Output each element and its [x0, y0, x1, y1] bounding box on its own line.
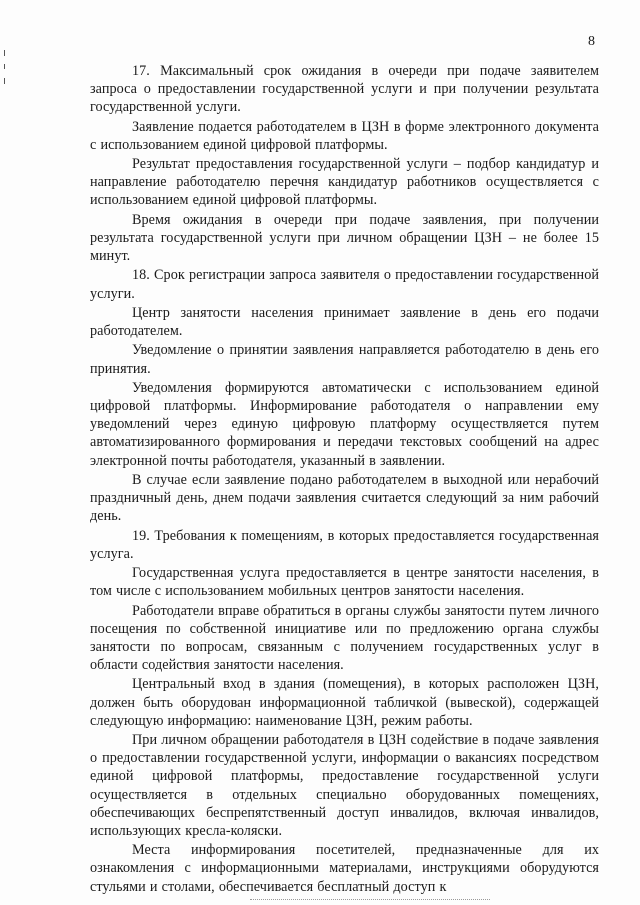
- paragraph-10: 19. Требования к помещениям, в которых предоставляется государственная услуга.: [90, 527, 599, 562]
- paragraph-9: В случае если заявление подано работодателем в выходной или нерабочий праздничный день, днем подачи заявления считается следующий за ним рабочий день.: [90, 471, 599, 525]
- scan-margin-marks: [2, 50, 10, 110]
- paragraph-11: Государственная услуга предоставляется в центре занятости населения, в том числе с использованием мобильных центров занятости населения.: [90, 565, 599, 600]
- paragraph-1: 17. Максимальный срок ожидания в очереди при подаче заявителем запроса о предоставлении государственной услуги и при получении результата государственной услуги.: [90, 63, 599, 116]
- paragraph-5: 18. Срок регистрации запроса заявителя о предоставлении государственной услуги.: [90, 267, 599, 302]
- document-body: [90, 62, 599, 896]
- paragraph-14: При личном обращении работодателя в ЦЗН содействие в подаче заявления о предоставлении государственной услуги, информации о вакансиях посредством единой цифровой платформы, предоставление государственной услуги осуществляется в отдельных специально оборудованных помещениях, обеспечивающих беспрепятственный доступ инвалидов, включая инвалидов, использующих кресла-коляски.: [90, 732, 599, 839]
- page-number: 8: [588, 34, 595, 49]
- paragraph-7: Уведомление о принятии заявления направляется работодателю в день его принятия.: [90, 342, 599, 377]
- scan-bottom-edge: [250, 899, 490, 901]
- paragraph-6: Центр занятости населения принимает заявление в день его подачи работодателем.: [90, 304, 599, 340]
- paragraph-4: Время ожидания в очереди при подаче заявления, при получении результата государственной услуги при личном обращении ЦЗН – не более 15 минут.: [90, 211, 599, 265]
- paragraph-12: Работодатели вправе обратиться в органы службы занятости путем личного посещения по собственной инициативе или по предложению органа службы занятости по вопросам, связанным с получением государственных услуг в области содействия занятости населения.: [90, 602, 599, 674]
- paragraph-2: Заявление подается работодателем в ЦЗН в форме электронного документа с использованием единой цифровой платформы.: [90, 118, 599, 153]
- paragraph-13: Центральный вход в здания (помещения), в которых расположен ЦЗН, должен быть оборудован информационной табличкой (вывеской), содержащей следующую информацию: наименование ЦЗН, режим работы.: [90, 676, 599, 729]
- paragraph-8: Уведомления формируются автоматически с использованием единой цифровой платформы. Информирование работодателя о направлении ему уведомлений через единую цифровую платформу осуществляется путем автоматизированного формирования и передачи текстовых сообщений на адрес электронной почты работодателя, указанный в заявлении.: [90, 379, 599, 469]
- paragraph-3: Результат предоставления государственной услуги – подбор кандидатур и направление работодателю перечня кандидатур работников осуществляется с использованием единой цифровой платформы.: [90, 156, 599, 209]
- paragraph-15: Места информирования посетителей, предназначенные для их ознакомления с информационными материалами, инструкциями оборудуются стульями и столами, обеспечивается бесплатный доступ к: [90, 842, 599, 895]
